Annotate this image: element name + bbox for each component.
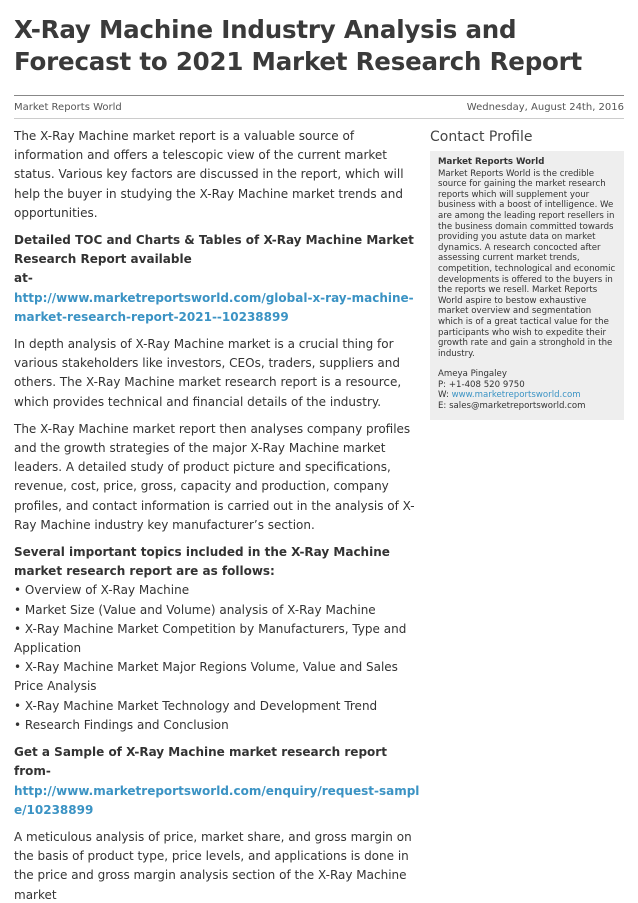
closing-paragraph: A meticulous analysis of price, market share, and gross margin on the basis of product type, price levels, and applications is done in the price and gross margin analysis section of the X-Ray Machine market	[14, 829, 412, 902]
toc-heading: Detailed TOC and Charts & Tables of X-Ray Machine Market Research Report available	[14, 233, 414, 267]
list-item: • X-Ray Machine Market Competition by Manufacturers, Type and Application	[14, 621, 407, 656]
sample-heading: Get a Sample of X-Ray Machine market research report	[14, 745, 387, 760]
contact-web	[438, 390, 616, 401]
phone-label: P:	[438, 379, 449, 390]
sample-prefix: from-	[14, 764, 51, 779]
contact-profile-box	[430, 151, 624, 420]
contact-phone	[438, 380, 616, 391]
byline-divider	[14, 118, 624, 119]
toc-prefix: at-	[14, 271, 33, 286]
contact-sidebar	[430, 127, 624, 420]
topics-heading: Several important topics included in the X-Ray Machine market research report are as follows:	[14, 545, 390, 579]
phone-value: +1-408 520 9750	[448, 379, 525, 390]
toc-block	[14, 231, 424, 327]
source-name: Market Reports World	[14, 102, 122, 113]
web-label: W:	[438, 390, 452, 401]
list-item: • Overview of X-Ray Machine	[14, 583, 190, 598]
company-name: Market Reports World	[438, 157, 545, 167]
article-body	[14, 127, 424, 903]
list-item: • X-Ray Machine Market Major Regions Volume, Value and Sales Price Analysis	[14, 660, 398, 694]
list-item: • Research Findings and Conclusion	[14, 717, 229, 732]
byline	[14, 100, 624, 116]
profiles-paragraph: The X-Ray Machine market report then analyses company profiles and the growth strategies of the major X-Ray Machine market leaders. A detailed study of product picture and specifications, revenue, cost, price, gross, capacity and production, company profiles, and contact information is carried out in the analysis of X-Ray Machine industry key manufacturer’s section.	[14, 421, 415, 532]
email-value: sales@marketreportsworld.com	[449, 401, 586, 412]
list-item: • X-Ray Machine Market Technology and Development Trend	[14, 698, 378, 713]
publish-date: Wednesday, August 24th, 2016	[466, 102, 624, 113]
company-description: Market Reports World is the credible source for gaining the market research reports which will supplement your business with a boost of intelligence. We are among the leading report resellers in the business domain committed towards providing you astute data on market dynamics. A research concocted after assessing current market trends, competition, technological and economic developments is offered to the buyers in the reports we resell. Market Reports World aspire to bestow exhaustive market overview and segmentation which is of a great tactical value for the participants who wish to expedite their growth rate and gain a stronghold in the industry.	[438, 168, 616, 359]
analysis-paragraph: In depth analysis of X-Ray Machine market is a crucial thing for various stakeholders like investors, CEOs, traders, suppliers and others. The X-Ray Machine market research report is a resource, which provides technical and financial details of the industry.	[14, 337, 402, 409]
header-divider	[14, 95, 624, 96]
topics-list	[14, 581, 424, 735]
toc-link[interactable]: http://www.marketreportsworld.com/global-x-ray-machine-market-research-report-2021--10238899	[14, 290, 414, 324]
sample-block	[14, 743, 424, 820]
list-item: • Market Size (Value and Volume) analysis of X-Ray Machine	[14, 602, 376, 617]
email-label: E:	[438, 401, 450, 412]
page-title: X-Ray Machine Industry Analysis and Forecast to 2021 Market Research Report	[14, 15, 583, 76]
intro-paragraph: The X-Ray Machine market report is a valuable source of information and offers a telescopic view of the current market status. Various key factors are discussed in the report, which will help the buyer in studying the X-Ray Machine market trends and opportunities.	[14, 129, 404, 220]
contact-email	[438, 401, 616, 412]
sample-link[interactable]: http://www.marketreportsworld.com/enquiry/request-sample/10238899	[14, 783, 420, 817]
sidebar-title: Contact Profile	[430, 129, 533, 145]
website-link[interactable]: www.marketreportsworld.com	[451, 390, 581, 401]
contact-name: Ameya Pingaley	[438, 369, 507, 380]
